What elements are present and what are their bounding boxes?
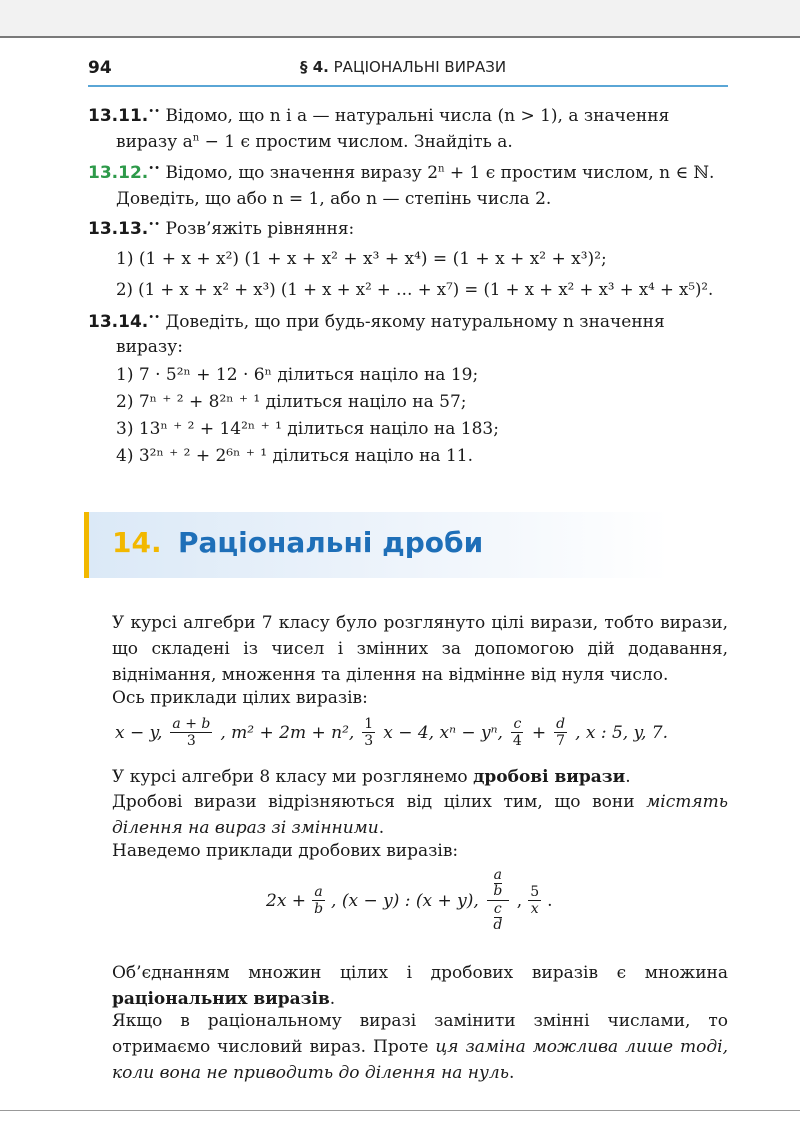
denominator: 3 [186,733,196,749]
section-number: 14. [112,526,162,559]
fraction [312,884,325,917]
formula-text: + [531,722,547,743]
text: . [508,1063,515,1083]
section-title: Раціональні дроби [178,526,484,559]
denominator: b [314,901,324,917]
fraction [362,716,375,749]
section-label: § 4. [300,58,329,76]
paragraph-substitution [112,1008,728,1086]
denominator: x [530,901,539,917]
paragraph-fraction-examples-intro: Наведемо приклади дробових виразів: [112,841,459,861]
numerator: a [493,867,502,883]
formula-text: , m² + 2m + n², [220,722,355,743]
difficulty-mark: •• [148,219,161,231]
compound-fraction [487,868,509,933]
fraction [528,884,541,917]
fraction [554,716,567,749]
formula-text: , [516,890,523,911]
exercise-13-14 [88,312,665,332]
section-header-title: РАЦІОНАЛЬНІ ВИРАЗИ [333,58,507,76]
divisibility-item: 2) 7ⁿ ⁺ ² + 8²ⁿ ⁺ ¹ ділиться націло на 57; [116,392,467,412]
text: . [625,767,631,787]
divisibility-item: 3) 13ⁿ ⁺ ² + 14²ⁿ ⁺ ¹ ділиться націло на 183; [116,419,499,439]
equation-item: 2) (1 + x + x² + x³) (1 + x + x² + … + x⁷) = (1 + x + x² + x³ + x⁴ + x⁵)². [116,280,714,299]
term-bold: дробові вирази [473,767,626,787]
exercise-number: 13.11. [88,106,149,126]
formula-text: 2x + [266,890,307,911]
text: Якщо в раціональному виразі замінити змінні числами, то отримаємо числовий вираз. Проте [112,1011,728,1057]
exercise-13-13 [88,219,354,239]
text: У курсі алгебри 8 класу ми розглянемо [112,767,474,787]
numerator: c [493,901,502,917]
denominator: b [493,883,503,899]
integer-expressions-formula [115,716,668,749]
exercise-text: Розв’яжіть рівняння: [165,219,355,239]
exercise-text: Відомо, що n і a — натуральні числа (n > 1), а значення [165,106,670,126]
text: Дробові вирази відрізняються від цілих тим, що вони [112,792,647,812]
formula-text: , (x − y) : (x + y), [331,890,479,911]
numerator: 1 [364,716,374,732]
section-heading-accent [84,512,89,578]
top-margin-band [0,0,800,36]
denominator: 3 [364,733,374,749]
paragraph-definition [112,789,728,841]
fraction [511,716,524,749]
paragraph-intro: У курсі алгебри 7 класу було розглянуто цілі вирази, тобто вирази, що складені із чисел і змінних за допомогою дій додавання, віднімання, множення та ділення на відмінне від нуля число. [112,613,728,685]
top-border-line [0,36,800,38]
exercise-number: 13.14. [88,312,149,332]
equation-item: 1) (1 + x + x²) (1 + x + x² + x³ + x⁴) = (1 + x + x² + x³)²; [116,249,607,269]
header-rule [88,85,728,87]
denominator: 7 [556,733,566,749]
text: . [329,989,336,1009]
denominator: d [493,917,503,933]
difficulty-mark: •• [148,106,161,118]
exercise-text: Відомо, що значення виразу 2 [165,163,439,183]
text: . [378,818,385,838]
formula-text: , x : 5, y, 7. [575,722,668,743]
numerator: a [314,884,323,900]
difficulty-mark: •• [148,312,161,324]
compound-denominator [493,902,502,933]
divisibility-item: 4) 3²ⁿ ⁺ ² + 2⁶ⁿ ⁺ ¹ ділиться націло на 11. [116,446,473,466]
exercise-text: − 1 є простим числом. Знайдіть a. [199,132,513,152]
numerator: d [556,716,566,732]
exercise-13-12 [88,163,714,183]
exercise-13-12-line2: Доведіть, що або n = 1, або n — степінь числа 2. [116,189,552,209]
difficulty-mark: •• [148,163,161,175]
exercise-number: 13.12. [88,163,149,183]
exercise-13-11 [88,106,669,126]
exercise-number: 13.13. [88,219,149,239]
term-bold: раціональних виразів [112,989,330,1009]
numerator: c [513,716,522,732]
formula-text: x − y, [115,722,163,743]
exercise-text: Доведіть, що при будь-якому натуральному n значення [165,312,665,332]
compound-numerator [493,868,502,899]
denominator: 4 [512,733,522,749]
exponent: n [192,132,200,144]
emphasis: містять ділення на вираз зі змінними [112,792,728,838]
exercise-13-11-line2 [116,132,513,152]
paragraph-examples-intro: Ось приклади цілих виразів: [112,688,368,708]
fraction [170,716,212,749]
formula-text: . [547,890,553,911]
exercise-13-14-line2: виразу: [116,337,183,357]
exercise-text: виразу a [116,132,193,152]
formula-text: x − 4, xⁿ − yⁿ, [383,722,503,743]
running-header [300,58,506,76]
numerator: 5 [530,884,540,900]
text: Об’єднанням множин цілих і дробових виразів є множина [112,963,728,983]
fraction-expressions-formula [266,868,553,933]
exercise-text: + 1 є простим числом, n ∈ ℕ. [444,163,715,183]
divisibility-item: 1) 7 · 5²ⁿ + 12 · 6ⁿ ділиться націло на 19; [116,365,479,385]
numerator: a + b [172,716,211,732]
paragraph-fraction-expressions [112,764,728,790]
exponent: n [438,163,445,175]
bottom-rule [0,1110,800,1111]
emphasis: ця заміна можлива лише тоді, коли вона не приводить до ділення на нуль [112,1037,729,1083]
paragraph-rational-expressions [112,960,728,1012]
page-number: 94 [88,58,112,78]
